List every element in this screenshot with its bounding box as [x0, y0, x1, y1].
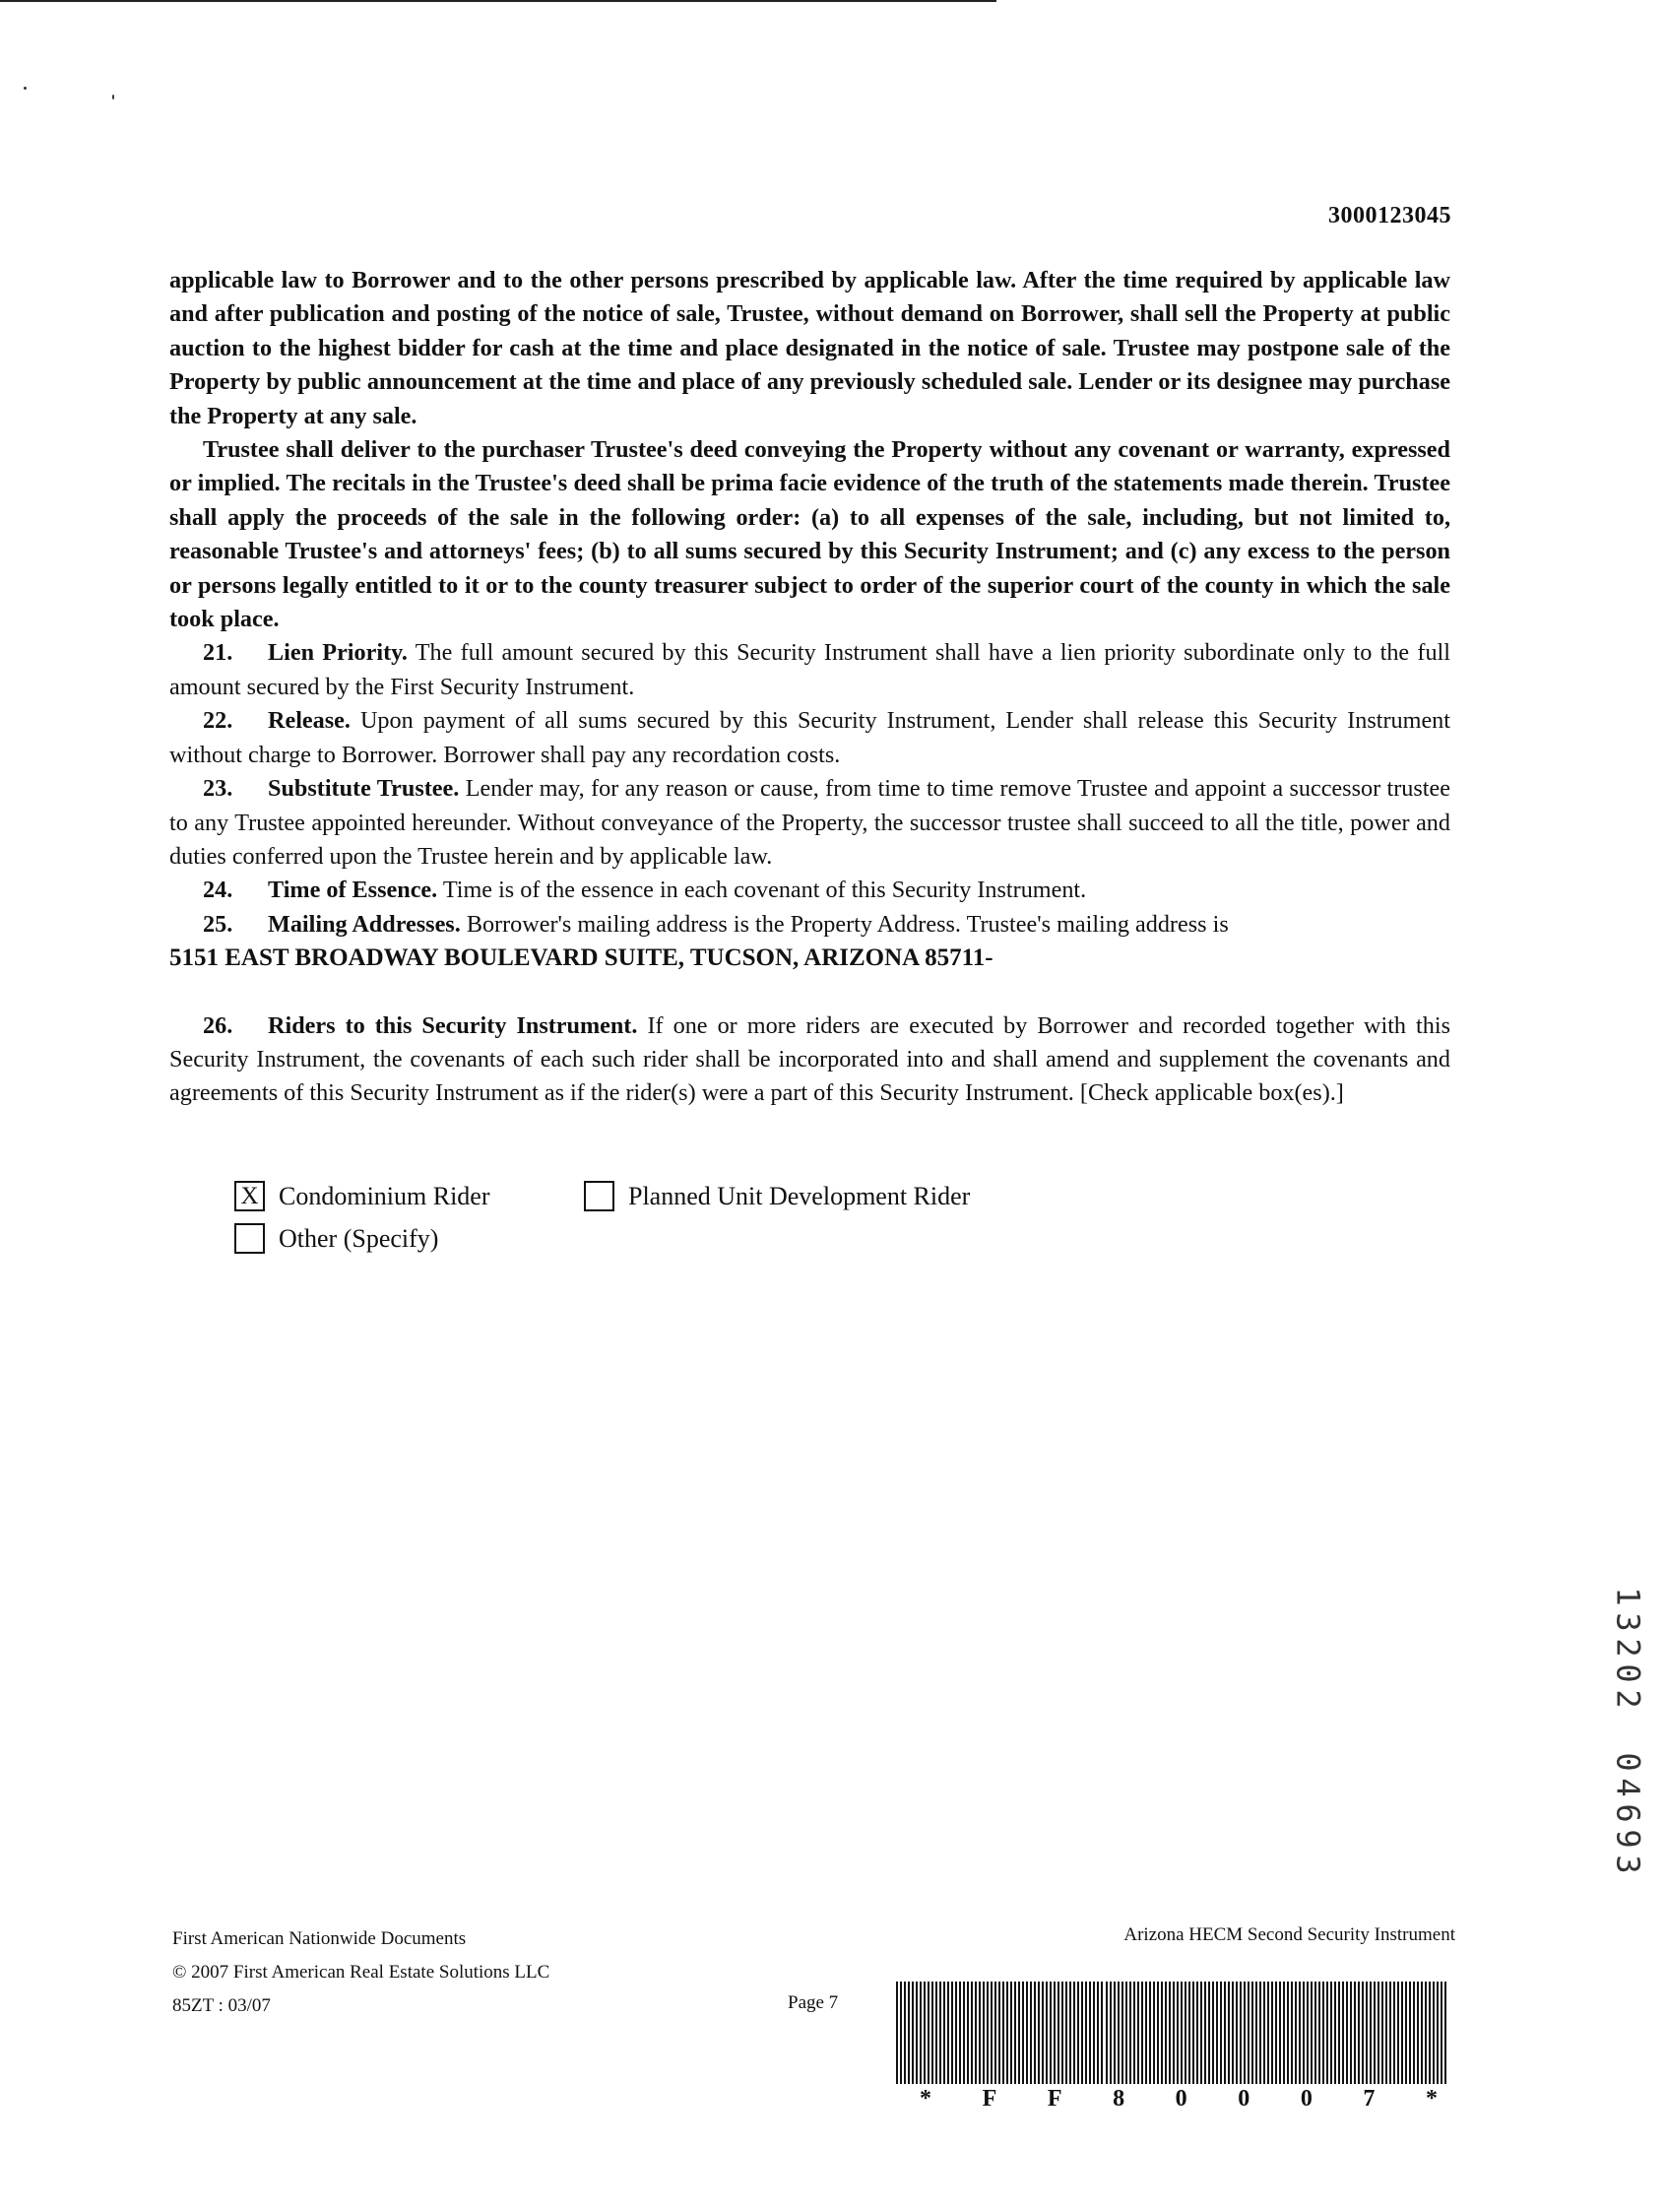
barcode-bar — [1121, 1982, 1123, 2084]
stamp-digit: 2 — [1609, 1638, 1647, 1658]
barcode-bar — [1188, 1982, 1190, 2084]
barcode-bar — [1081, 1982, 1083, 2084]
stamp-digit: 1 — [1609, 1587, 1647, 1606]
barcode-bar — [1097, 1982, 1099, 2084]
barcode — [894, 1982, 1451, 2084]
section-26 — [169, 1009, 1450, 1111]
barcode-bar — [1014, 1982, 1016, 2084]
barcode-bar — [1255, 1982, 1257, 2084]
barcode-bar — [1065, 1982, 1067, 2084]
barcode-bar — [1251, 1982, 1253, 2084]
barcode-bar — [1346, 1982, 1348, 2084]
barcode-bar — [1417, 1982, 1419, 2084]
barcode-bar — [928, 1982, 929, 2084]
section-number: 25. — [203, 910, 233, 938]
barcode-bar — [1350, 1982, 1352, 2084]
barcode-bar — [1153, 1982, 1155, 2084]
section-heading: Time of Essence. — [268, 877, 438, 904]
barcode-bar — [1181, 1982, 1183, 2084]
document-number: 3000123045 — [1328, 203, 1451, 228]
section-22 — [169, 704, 1450, 772]
barcode-bar — [955, 1982, 957, 2084]
barcode-bar — [1157, 1982, 1159, 2084]
paragraph-sale: applicable law to Borrower and to the other persons prescribed by applicable law. After the time required by applicable law and after publication and posting of the notice of sale, Trustee, without demand on Borrower, shall sell the Property at public auction to the highest bidder for cash at the time and place designated in the notice of sale. Trustee may postpone sale of the Property by public announcement at the time and place of any previously scheduled sale. Lender or its designee may purchase the Property at any sale. — [169, 267, 1450, 429]
barcode-bar — [1101, 1982, 1103, 2084]
rider-condominium[interactable] — [234, 1181, 490, 1211]
barcode-bar — [1006, 1982, 1008, 2084]
barcode-bar — [1374, 1982, 1376, 2084]
barcode-bar — [1046, 1982, 1048, 2084]
section-heading: Mailing Addresses. — [268, 910, 461, 938]
barcode-bar — [1370, 1982, 1372, 2084]
barcode-bar — [1271, 1982, 1273, 2084]
barcode-bar — [908, 1982, 910, 2084]
scan-speck — [24, 87, 27, 90]
barcode-bar — [1232, 1982, 1234, 2084]
barcode-bar — [1409, 1982, 1411, 2084]
barcode-bar — [1334, 1982, 1336, 2084]
section-23 — [169, 772, 1450, 874]
footer-publisher: First American Nationwide Documents — [172, 1928, 467, 1949]
stamp-digit: 2 — [1609, 1689, 1647, 1709]
barcode-char: F — [1047, 2086, 1062, 2112]
barcode-bar — [991, 1982, 993, 2084]
barcode-char: 7 — [1363, 2086, 1376, 2112]
barcode-bar — [1311, 1982, 1313, 2084]
barcode-bar — [1283, 1982, 1285, 2084]
rider-other[interactable] — [234, 1223, 438, 1254]
section-24 — [169, 874, 1450, 907]
barcode-bar — [1129, 1982, 1131, 2084]
stamp-digit: 9 — [1609, 1829, 1647, 1849]
barcode-bar — [1444, 1982, 1446, 2084]
barcode-bar — [1145, 1982, 1147, 2084]
barcode-bar — [1110, 1982, 1112, 2084]
top-scan-rule — [0, 0, 996, 2]
barcode-bar — [1425, 1982, 1427, 2084]
paragraph-trustee-deed: Trustee shall deliver to the purchaser Trustee's deed conveying the Property without any covenant or warranty, expressed or implied. The recitals in the Trustee's deed shall be prima facie evidence of the truth of the statements made therein. Trustee shall apply the proceeds of the sale in the following order: (a) to all expenses of the sale, including, but not limited to, reasonable Trustee's and attorneys' fees; (b) to all sums secured by this Security Instrument; and (c) any excess to the person or persons legally entitled to it or to the county treasurer subject to order of the superior court of the county in which the sale took place. — [169, 436, 1450, 633]
section-text: Borrower's mailing address is the Property Address. Trustee's mailing address is — [466, 910, 1229, 938]
barcode-bar — [1378, 1982, 1379, 2084]
document-body — [169, 264, 1450, 1111]
barcode-bar — [1433, 1982, 1435, 2084]
barcode-bar — [1030, 1982, 1032, 2084]
barcode-bar — [1118, 1982, 1120, 2084]
barcode-bar — [1022, 1982, 1024, 2084]
barcode-bar — [1169, 1982, 1171, 2084]
section-number: 21. — [203, 639, 233, 667]
section-number: 26. — [203, 1011, 233, 1039]
barcode-bar — [1057, 1982, 1059, 2084]
barcode-char: * — [920, 2086, 931, 2112]
footer-left — [172, 1922, 549, 2023]
barcode-bar — [1326, 1982, 1328, 2084]
barcode-char: 0 — [1238, 2086, 1250, 2112]
barcode-bar — [1299, 1982, 1301, 2084]
barcode-bar — [900, 1982, 902, 2084]
rider-pud[interactable] — [584, 1181, 970, 1211]
section-text: Upon payment of all sums secured by this Security Instrument, Lender shall release this Security Instrument without charge to Borrower. Borrower shall pay any recordation costs. — [169, 707, 1450, 768]
pud-label: Planned Unit Development Rider — [628, 1181, 971, 1210]
section-text: Time is of the essence in each covenant of this Security Instrument. — [442, 877, 1087, 904]
barcode-bar — [1106, 1982, 1108, 2084]
stamp-digit: 3 — [1609, 1854, 1647, 1874]
barcode-bar — [979, 1982, 981, 2084]
section-text: Lender may, for any reason or cause, from time to time remove Trustee and appoint a successor trustee to any Trustee appointed hereunder. Without conveyance of the Property, the successor trustee shall succeed to all the title, power and duties conferred upon the Trustee herein and by applicable law. — [169, 775, 1450, 870]
barcode-bar — [1279, 1982, 1281, 2084]
barcode-bar — [1133, 1982, 1135, 2084]
barcode-bar — [1165, 1982, 1167, 2084]
barcode-bar — [987, 1982, 989, 2084]
stamp-digit: 6 — [1609, 1803, 1647, 1823]
barcode-bar — [920, 1982, 922, 2084]
barcode-bar — [1303, 1982, 1305, 2084]
barcode-bar — [1114, 1982, 1116, 2084]
barcode-bar — [1429, 1982, 1431, 2084]
section-heading: Release. — [268, 707, 351, 735]
barcode-bar — [1263, 1982, 1265, 2084]
barcode-bar — [1401, 1982, 1403, 2084]
barcode-bar — [1173, 1982, 1175, 2084]
barcode-bar — [1069, 1982, 1071, 2084]
section-text: If one or more riders are executed by Borrower and recorded together with this Security Instrument, the covenants of each such rider shall be incorporated into and shall amend and supplement the covenants and agreements of this Security Instrument as if the rider(s) were a part of this Security Instrument. [Check applicable box(es).] — [169, 1011, 1451, 1107]
section-heading: Substitute Trustee. — [268, 775, 460, 803]
condominium-label: Condominium Rider — [279, 1181, 490, 1210]
barcode-bar — [1054, 1982, 1056, 2084]
barcode-bar — [1342, 1982, 1344, 2084]
section-number: 24. — [203, 877, 233, 904]
barcode-bar — [1212, 1982, 1214, 2084]
barcode-bar — [1161, 1982, 1163, 2084]
barcode-bar — [1042, 1982, 1044, 2084]
barcode-bar — [1259, 1982, 1261, 2084]
footer-form-title: Arizona HECM Second Security Instrument — [1123, 1924, 1455, 1945]
barcode-bar — [1204, 1982, 1206, 2084]
barcode-bar — [1228, 1982, 1230, 2084]
barcode-char: 8 — [1113, 2086, 1125, 2112]
barcode-bar — [1381, 1982, 1383, 2084]
barcode-bar — [1018, 1982, 1020, 2084]
barcode-bar — [1125, 1982, 1127, 2084]
barcode-bar — [1185, 1982, 1186, 2084]
barcode-bar — [971, 1982, 973, 2084]
barcode-bar — [1010, 1982, 1012, 2084]
barcode-bar — [959, 1982, 961, 2084]
barcode-bar — [1287, 1982, 1289, 2084]
barcode-bar — [1421, 1982, 1423, 2084]
barcode-bar — [1248, 1982, 1250, 2084]
barcode-char: 0 — [1175, 2086, 1187, 2112]
section-25 — [169, 908, 1450, 942]
barcode-bar — [1149, 1982, 1151, 2084]
barcode-bar — [896, 1982, 898, 2084]
scan-speck — [112, 95, 114, 99]
barcode-bar — [939, 1982, 941, 2084]
barcode-bar — [1061, 1982, 1063, 2084]
barcode-bar — [1393, 1982, 1395, 2084]
pud-checkbox[interactable] — [584, 1181, 614, 1211]
barcode-bar — [1366, 1982, 1368, 2084]
barcode-bar — [1318, 1982, 1320, 2084]
barcode-bar — [1389, 1982, 1391, 2084]
barcode-bar — [1177, 1982, 1179, 2084]
barcode-bar — [1385, 1982, 1387, 2084]
stamp-digit: 0 — [1609, 1752, 1647, 1772]
barcode-bar — [1034, 1982, 1036, 2084]
other-label: Other (Specify) — [279, 1223, 439, 1253]
barcode-bar — [1405, 1982, 1407, 2084]
barcode-char: 0 — [1300, 2086, 1313, 2112]
barcode-bar — [1267, 1982, 1269, 2084]
barcode-bar — [1216, 1982, 1218, 2084]
other-checkbox[interactable] — [234, 1223, 265, 1254]
barcode-bar — [1314, 1982, 1316, 2084]
barcode-bar — [967, 1982, 969, 2084]
barcode-bar — [912, 1982, 914, 2084]
section-text: The full amount secured by this Security Instrument shall have a lien priority subordinate only to the full amount secured by the First Security Instrument. — [169, 639, 1450, 700]
barcode-bar — [1437, 1982, 1439, 2084]
barcode-bar — [1073, 1982, 1075, 2084]
barcode-bar — [1362, 1982, 1364, 2084]
barcode-bar — [947, 1982, 949, 2084]
barcode-bar — [1240, 1982, 1242, 2084]
barcode-bar — [1208, 1982, 1210, 2084]
barcode-bar — [1085, 1982, 1087, 2084]
barcode-bar — [1196, 1982, 1198, 2084]
barcode-bar — [1077, 1982, 1079, 2084]
barcode-bar — [1137, 1982, 1139, 2084]
trustee-address: 5151 EAST BROADWAY BOULEVARD SUITE, TUCSON, ARIZONA 85711- — [169, 944, 993, 972]
barcode-bar — [1220, 1982, 1222, 2084]
barcode-bar — [1358, 1982, 1360, 2084]
stamp-digit: 4 — [1609, 1778, 1647, 1797]
barcode-bar — [1224, 1982, 1226, 2084]
barcode-bar — [1236, 1982, 1238, 2084]
section-21 — [169, 636, 1450, 704]
barcode-bar — [1038, 1982, 1040, 2084]
barcode-bar — [1441, 1982, 1442, 2084]
side-stamp — [1609, 1584, 1648, 1877]
barcode-bar — [963, 1982, 965, 2084]
barcode-bar — [1338, 1982, 1340, 2084]
barcode-bar — [1200, 1982, 1202, 2084]
section-number: 22. — [203, 707, 233, 735]
footer-form-code: 85ZT : 03/07 — [172, 1995, 271, 2016]
barcode-bar — [1026, 1982, 1028, 2084]
barcode-bar — [1330, 1982, 1332, 2084]
condominium-checkbox[interactable]: X — [234, 1181, 265, 1211]
barcode-bar — [1002, 1982, 1004, 2084]
stamp-digit: 3 — [1609, 1612, 1647, 1632]
barcode-char: * — [1425, 2086, 1438, 2112]
barcode-bar — [1050, 1982, 1052, 2084]
footer-page-number: Page 7 — [788, 1992, 839, 2013]
barcode-bar — [1307, 1982, 1309, 2084]
barcode-bar — [1244, 1982, 1246, 2084]
barcode-bar — [1093, 1982, 1095, 2084]
barcode-bar — [1192, 1982, 1194, 2084]
barcode-bar — [924, 1982, 926, 2084]
barcode-bar — [1354, 1982, 1356, 2084]
barcode-bar — [1141, 1982, 1143, 2084]
barcode-bar — [1291, 1982, 1293, 2084]
barcode-char: F — [982, 2086, 997, 2112]
barcode-bar — [983, 1982, 985, 2084]
barcode-bar — [1295, 1982, 1297, 2084]
barcode-bar — [994, 1982, 996, 2084]
section-heading: Riders to this Security Instrument. — [268, 1011, 638, 1039]
barcode-bar — [943, 1982, 945, 2084]
barcode-caption — [894, 2086, 1451, 2113]
section-number: 23. — [203, 775, 233, 803]
barcode-bar — [1275, 1982, 1277, 2084]
footer-copyright: © 2007 First American Real Estate Solutions LLC — [172, 1962, 550, 1983]
barcode-bar — [935, 1982, 937, 2084]
barcode-bar — [998, 1982, 1000, 2084]
section-heading: Lien Priority. — [268, 639, 408, 667]
barcode-bar — [931, 1982, 933, 2084]
barcode-bar — [1089, 1982, 1091, 2084]
barcode-bar — [904, 1982, 906, 2084]
barcode-bar — [951, 1982, 953, 2084]
stamp-digit: 0 — [1609, 1663, 1647, 1683]
barcode-bar — [916, 1982, 918, 2084]
barcode-bar — [975, 1982, 977, 2084]
barcode-bar — [1413, 1982, 1415, 2084]
barcode-bar — [1322, 1982, 1324, 2084]
barcode-bar — [1397, 1982, 1399, 2084]
